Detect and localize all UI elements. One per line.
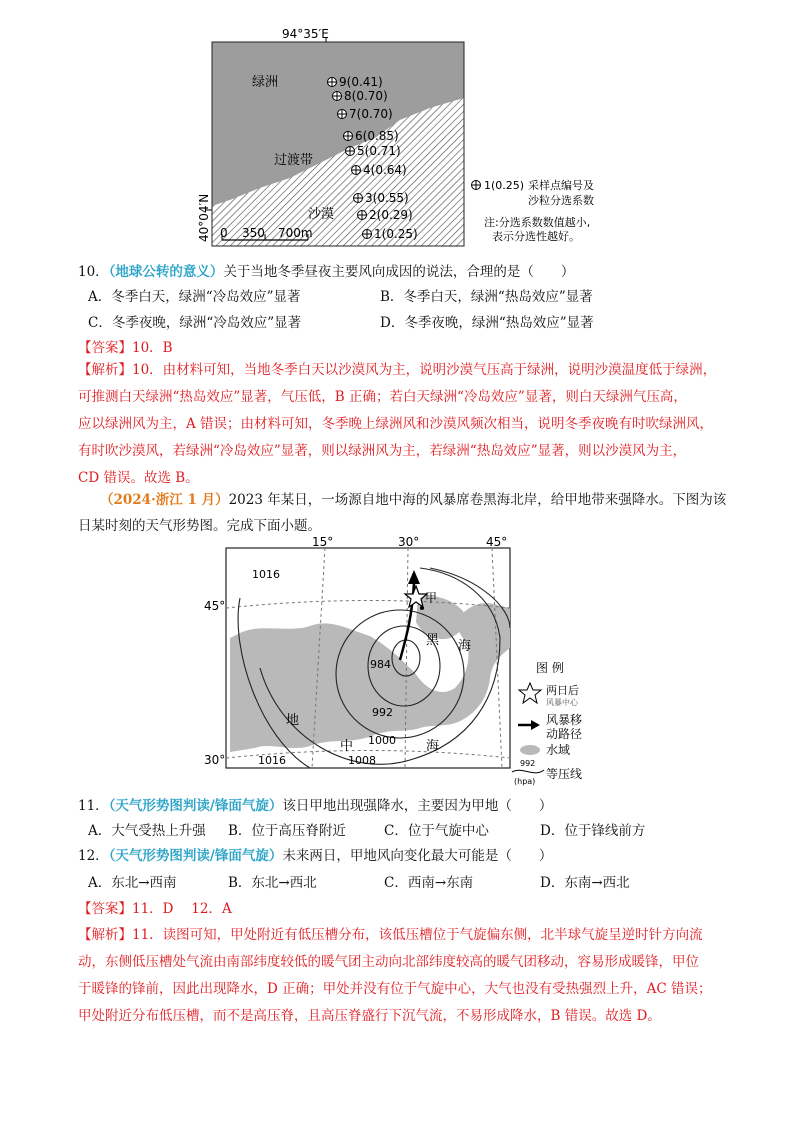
med-zhong: 中	[340, 739, 354, 754]
sample-point-label: 4(0.64)	[363, 163, 407, 177]
q10-stem: 10．（地球公转的意义）关于当地冬季昼夜主要风向成因的说法，合理的是（ ）	[78, 264, 575, 280]
scale-350: 350	[242, 226, 265, 240]
intro-line2: 日某时刻的天气形势图。完成下面小题。	[78, 518, 321, 534]
sample-point-label: 5(0.71)	[357, 144, 401, 158]
sample-point-label: 3(0.55)	[365, 191, 409, 205]
analysis-11: 【解析】11．读图可知，甲处附近有低压槽分布，该低压槽位于气旋偏东侧，北半球气旋呈逆时针方向流 动，东侧低压槽处气流由南部纬度较低的暖气团主动向北部纬度较高的暖气团移动，容易形成暖锋，甲位 于暖锋的锋前，因此出现降水，D 正确；甲处并没有位于气旋中心，大气也没有受热强烈上升，AC 错误； 甲处附近分布低压槽，而不是高压脊，且高压脊盛行下沉气流，不易形成降水，B 错误。故选 D。	[78, 927, 712, 1024]
legend-point: 1(0.25)	[484, 179, 525, 192]
black-sea-2: 海	[458, 639, 472, 654]
q10-option-a: A．冬季白天，绿洲“冷岛效应”显著	[88, 289, 301, 305]
q12-option-c: C．西南→东南	[384, 875, 474, 891]
scale-700: 700m	[278, 226, 313, 240]
sample-point-label: 6(0.85)	[355, 129, 399, 143]
lon-15: 15°	[312, 535, 334, 549]
map1-legend	[472, 178, 595, 243]
oasis-desert-map	[197, 27, 620, 250]
sample-point-label: 7(0.70)	[349, 107, 393, 121]
legend-arrow1: 风暴移	[546, 713, 583, 727]
q12-option-d: D．东南→西北	[540, 875, 630, 891]
lon-30: 30°	[398, 535, 420, 549]
isobar-1016-a: 1016	[252, 568, 280, 581]
med-hai: 海	[426, 739, 440, 754]
q11-option-a: A．大气受热上升强	[88, 823, 206, 839]
sample-point-label: 1(0.25)	[374, 227, 418, 241]
isobar-1008: 1008	[348, 754, 376, 767]
q11-option-c: C．位于气旋中心	[384, 823, 489, 839]
med-di: 地	[286, 713, 300, 728]
oasis-label: 绿洲	[252, 75, 279, 90]
legend-iso-val: 992	[520, 759, 536, 768]
q10-option-d: D．冬季夜晚，绿洲“热岛效应”显著	[380, 315, 594, 331]
legend-star1: 两日后	[546, 684, 579, 697]
legend-star2: 风暴中心	[546, 698, 578, 707]
legend-arrow2: 动路径	[546, 727, 583, 741]
sample-point-label: 8(0.70)	[344, 89, 388, 103]
desert-label: 沙漠	[308, 207, 335, 222]
legend-title: 图 例	[536, 661, 564, 675]
q12-stem: 12．（天气形势图判读/锋面气旋）未来两日，甲地风向变化最大可能是（ ）	[78, 848, 553, 864]
q10-answer: 【答案】10．B	[78, 340, 173, 356]
place-jia: 甲	[425, 591, 438, 605]
isobar-1016-b: 1016	[258, 754, 286, 767]
intro-line1: （2024·浙江 1 月）2023 年某日，一场源自地中海的风暴席卷黑海北岸，给甲地带来强降水。下图为该	[100, 492, 727, 508]
q10-analysis: 【解析】10．由材料可知，当地冬季白天以沙漠风为主，说明沙漠气压高于绿洲，说明沙漠温度低于绿洲， 可推测白天绿洲“热岛效应”显著，气压低，B 正确；若白天绿洲“冷岛效应”显著，则白天绿洲气压高， 应以绿洲风为主，A 错误；由材料可知，冬季晚上绿洲风和沙漠风频次相当，说明冬季夜晚有时吹绿洲风， 有时吹沙漠风，若绿洲“冷岛效应”显著，则以绿洲风为主，若绿洲“热岛效应”显著，则以沙漠风为主， CD 错误。故选 B。	[78, 362, 717, 486]
answer-11-12: 【答案】11．D 12．A	[78, 901, 232, 917]
legend-note2: 表示分选性越好。	[492, 230, 580, 243]
q11-option-d: D．位于锋线前方	[540, 823, 646, 839]
q10-option-c: C．冬季夜晚，绿洲“冷岛效应”显著	[88, 315, 302, 331]
legend-water: 水域	[546, 743, 571, 757]
map2-legend	[512, 660, 582, 786]
isobar-984: 984	[370, 658, 391, 671]
lat-label: 40°04′N	[197, 193, 211, 242]
lat-45: 45°	[204, 599, 226, 613]
weather-map	[200, 535, 640, 790]
legend-text2: 沙粒分选系数	[528, 194, 594, 207]
q12-option-b: B．东北→西北	[228, 875, 317, 891]
legend-text1: 采样点编号及	[528, 179, 594, 192]
q12-option-a: A．东北→西南	[88, 875, 177, 891]
isobar-1000: 1000	[368, 734, 396, 747]
lon-label: 94°35′E	[282, 27, 329, 41]
legend-note1: 注:分选系数数值越小,	[484, 216, 591, 229]
q10-option-b: B．冬季白天，绿洲“热岛效应”显著	[380, 289, 593, 305]
q11-option-b: B．位于高压脊附近	[228, 823, 346, 839]
sample-point-label: 9(0.41)	[339, 75, 383, 89]
q11-stem: 11．（天气形势图判读/锋面气旋）该日甲地出现强降水，主要因为甲地（ ）	[78, 798, 553, 814]
legend-isobar: 等压线	[546, 767, 583, 781]
transition-label: 过渡带	[274, 153, 314, 168]
scale-0: 0	[220, 226, 228, 240]
black-sea-1: 黑	[426, 633, 440, 648]
legend-iso-unit: (hpa)	[514, 777, 536, 786]
isobar-992: 992	[372, 706, 393, 719]
lat-30: 30°	[204, 753, 226, 767]
lon-45: 45°	[486, 535, 508, 549]
sample-point-label: 2(0.29)	[369, 208, 413, 222]
